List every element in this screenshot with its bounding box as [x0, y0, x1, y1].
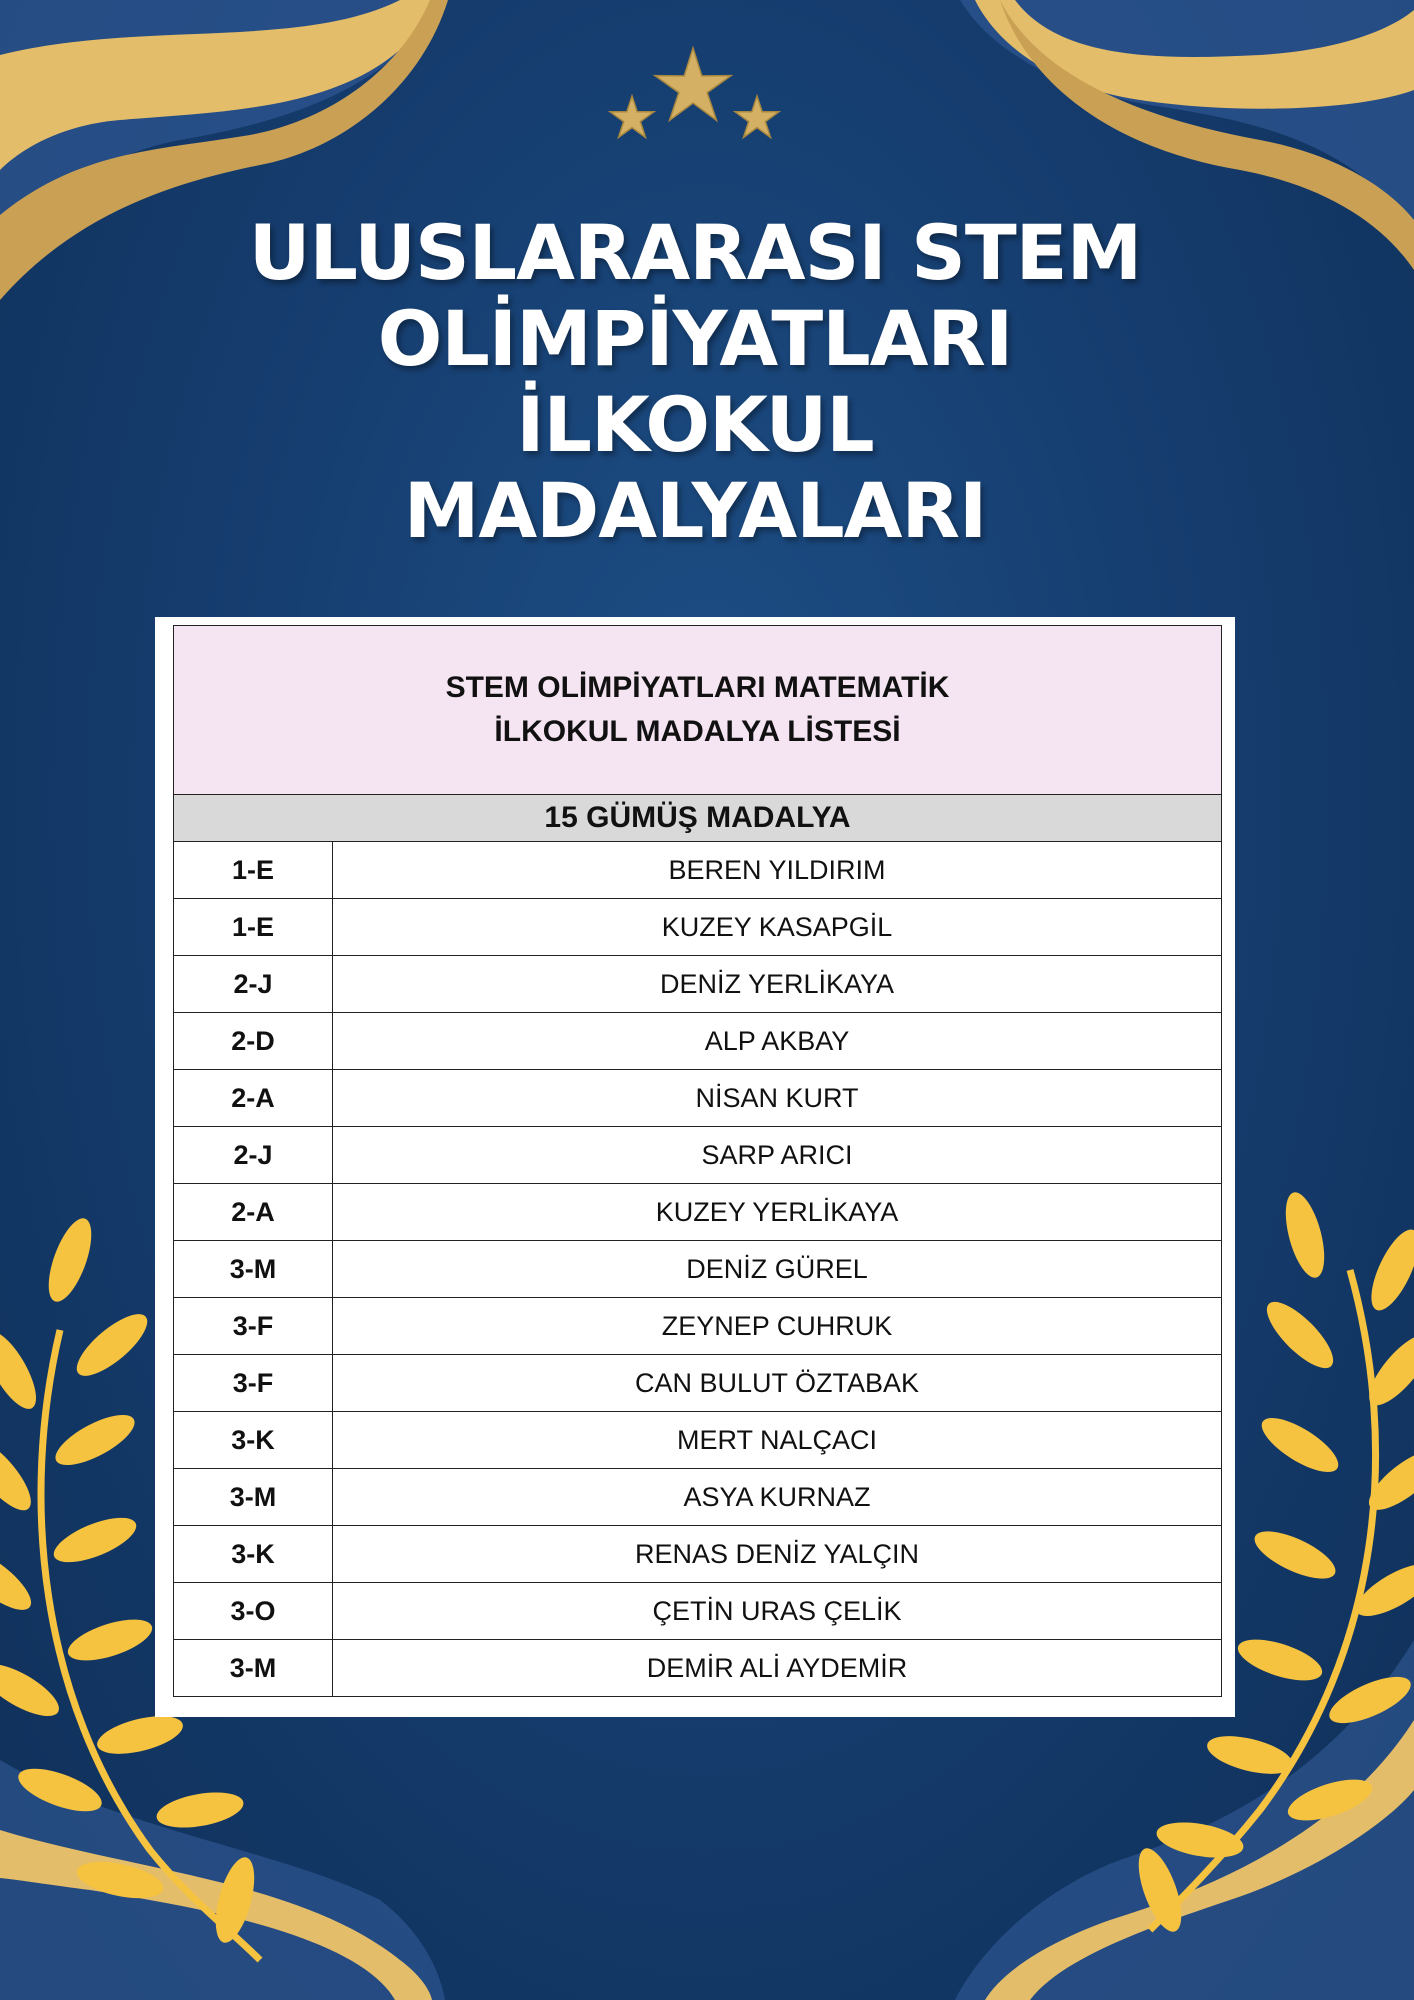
title-line: ULUSLARARASI STEM: [248, 208, 1142, 297]
class-cell: 2-A: [174, 1070, 333, 1127]
table-row: [174, 1013, 1222, 1070]
student-name-cell: ASYA KURNAZ: [333, 1469, 1222, 1526]
student-name-cell: CAN BULUT ÖZTABAK: [333, 1355, 1222, 1412]
table-header: [174, 626, 1222, 795]
table-row: [174, 1469, 1222, 1526]
student-name-cell: KUZEY YERLİKAYA: [333, 1184, 1222, 1241]
class-cell: 2-J: [174, 956, 333, 1013]
class-cell: 2-J: [174, 1127, 333, 1184]
table-row: [174, 1070, 1222, 1127]
table-row: [174, 1127, 1222, 1184]
class-cell: 2-D: [174, 1013, 333, 1070]
table-header-line: İLKOKUL MADALYA LİSTESİ: [494, 715, 901, 748]
class-cell: 3-K: [174, 1526, 333, 1583]
class-cell: 3-M: [174, 1640, 333, 1697]
class-cell: 1-E: [174, 842, 333, 899]
table-row: [174, 1526, 1222, 1583]
student-name-cell: DENİZ YERLİKAYA: [333, 956, 1222, 1013]
title-line: İLKOKUL: [516, 380, 874, 469]
table-row: [174, 1184, 1222, 1241]
medal-category: 15 GÜMÜŞ MADALYA: [174, 795, 1222, 842]
table-row: [174, 1412, 1222, 1469]
medal-list-card: [155, 617, 1235, 1717]
table-row: [174, 1640, 1222, 1697]
class-cell: 3-O: [174, 1583, 333, 1640]
table-row: [174, 1298, 1222, 1355]
student-name-cell: KUZEY KASAPGİL: [333, 899, 1222, 956]
class-cell: 3-F: [174, 1355, 333, 1412]
title-line: MADALYALARI: [403, 466, 987, 555]
class-cell: 2-A: [174, 1184, 333, 1241]
table-row: [174, 1241, 1222, 1298]
table-row: [174, 899, 1222, 956]
student-name-cell: BEREN YILDIRIM: [333, 842, 1222, 899]
table-row: [174, 842, 1222, 899]
poster-title: [150, 210, 1240, 554]
student-name-cell: MERT NALÇACI: [333, 1412, 1222, 1469]
table-row: [174, 956, 1222, 1013]
student-name-cell: RENAS DENİZ YALÇIN: [333, 1526, 1222, 1583]
class-cell: 3-K: [174, 1412, 333, 1469]
student-name-cell: ÇETİN URAS ÇELİK: [333, 1583, 1222, 1640]
class-cell: 1-E: [174, 899, 333, 956]
class-cell: 3-M: [174, 1241, 333, 1298]
student-name-cell: SARP ARICI: [333, 1127, 1222, 1184]
table-header-line: STEM OLİMPİYATLARI MATEMATİK: [445, 671, 950, 704]
student-name-cell: ZEYNEP CUHRUK: [333, 1298, 1222, 1355]
student-name-cell: DEMİR ALİ AYDEMİR: [333, 1640, 1222, 1697]
class-cell: 3-M: [174, 1469, 333, 1526]
class-cell: 3-F: [174, 1298, 333, 1355]
title-line: OLİMPİYATLARI: [377, 294, 1013, 383]
table-row: [174, 1355, 1222, 1412]
student-name-cell: DENİZ GÜREL: [333, 1241, 1222, 1298]
student-name-cell: ALP AKBAY: [333, 1013, 1222, 1070]
medal-table: [173, 625, 1222, 1697]
table-row: [174, 1583, 1222, 1640]
student-name-cell: NİSAN KURT: [333, 1070, 1222, 1127]
